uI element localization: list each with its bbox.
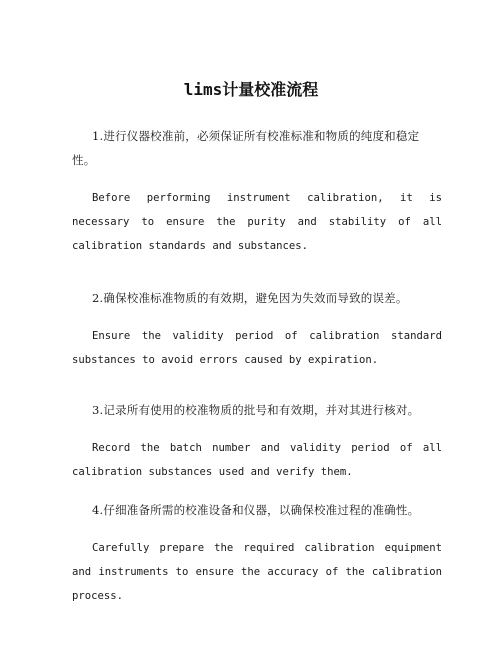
paragraph-1-zh: 1.进行仪器校准前，必须保证所有校准标准和物质的纯度和稳定性。 <box>72 129 420 167</box>
paragraph-4-en: Carefully prepare the required calibration equipment and instruments to ensure the accuracy of the calibration process. <box>72 542 442 602</box>
paragraph-1-en: Before performing instrument calibration, it is necessary to ensure the purity and stability of all calibration standards and substances. <box>72 192 442 252</box>
paragraph-2-en: Ensure the validity period of calibration standard substances to avoid errors caused by expiration. <box>72 330 442 366</box>
paragraph-2-zh: 2.确保校准标准物质的有效期，避免因为失效而导致的误差。 <box>92 291 408 305</box>
paragraph-3-zh: 3.记录所有使用的校准物质的批号和有效期，并对其进行核对。 <box>92 403 420 417</box>
paragraph-3-en: Record the batch number and validity period of all calibration substances used and verify them. <box>72 442 442 478</box>
document-title: lims计量校准流程 <box>183 80 319 99</box>
paragraph-4-zh: 4.仔细准备所需的校准设备和仪器，以确保校准过程的准确性。 <box>92 503 420 517</box>
